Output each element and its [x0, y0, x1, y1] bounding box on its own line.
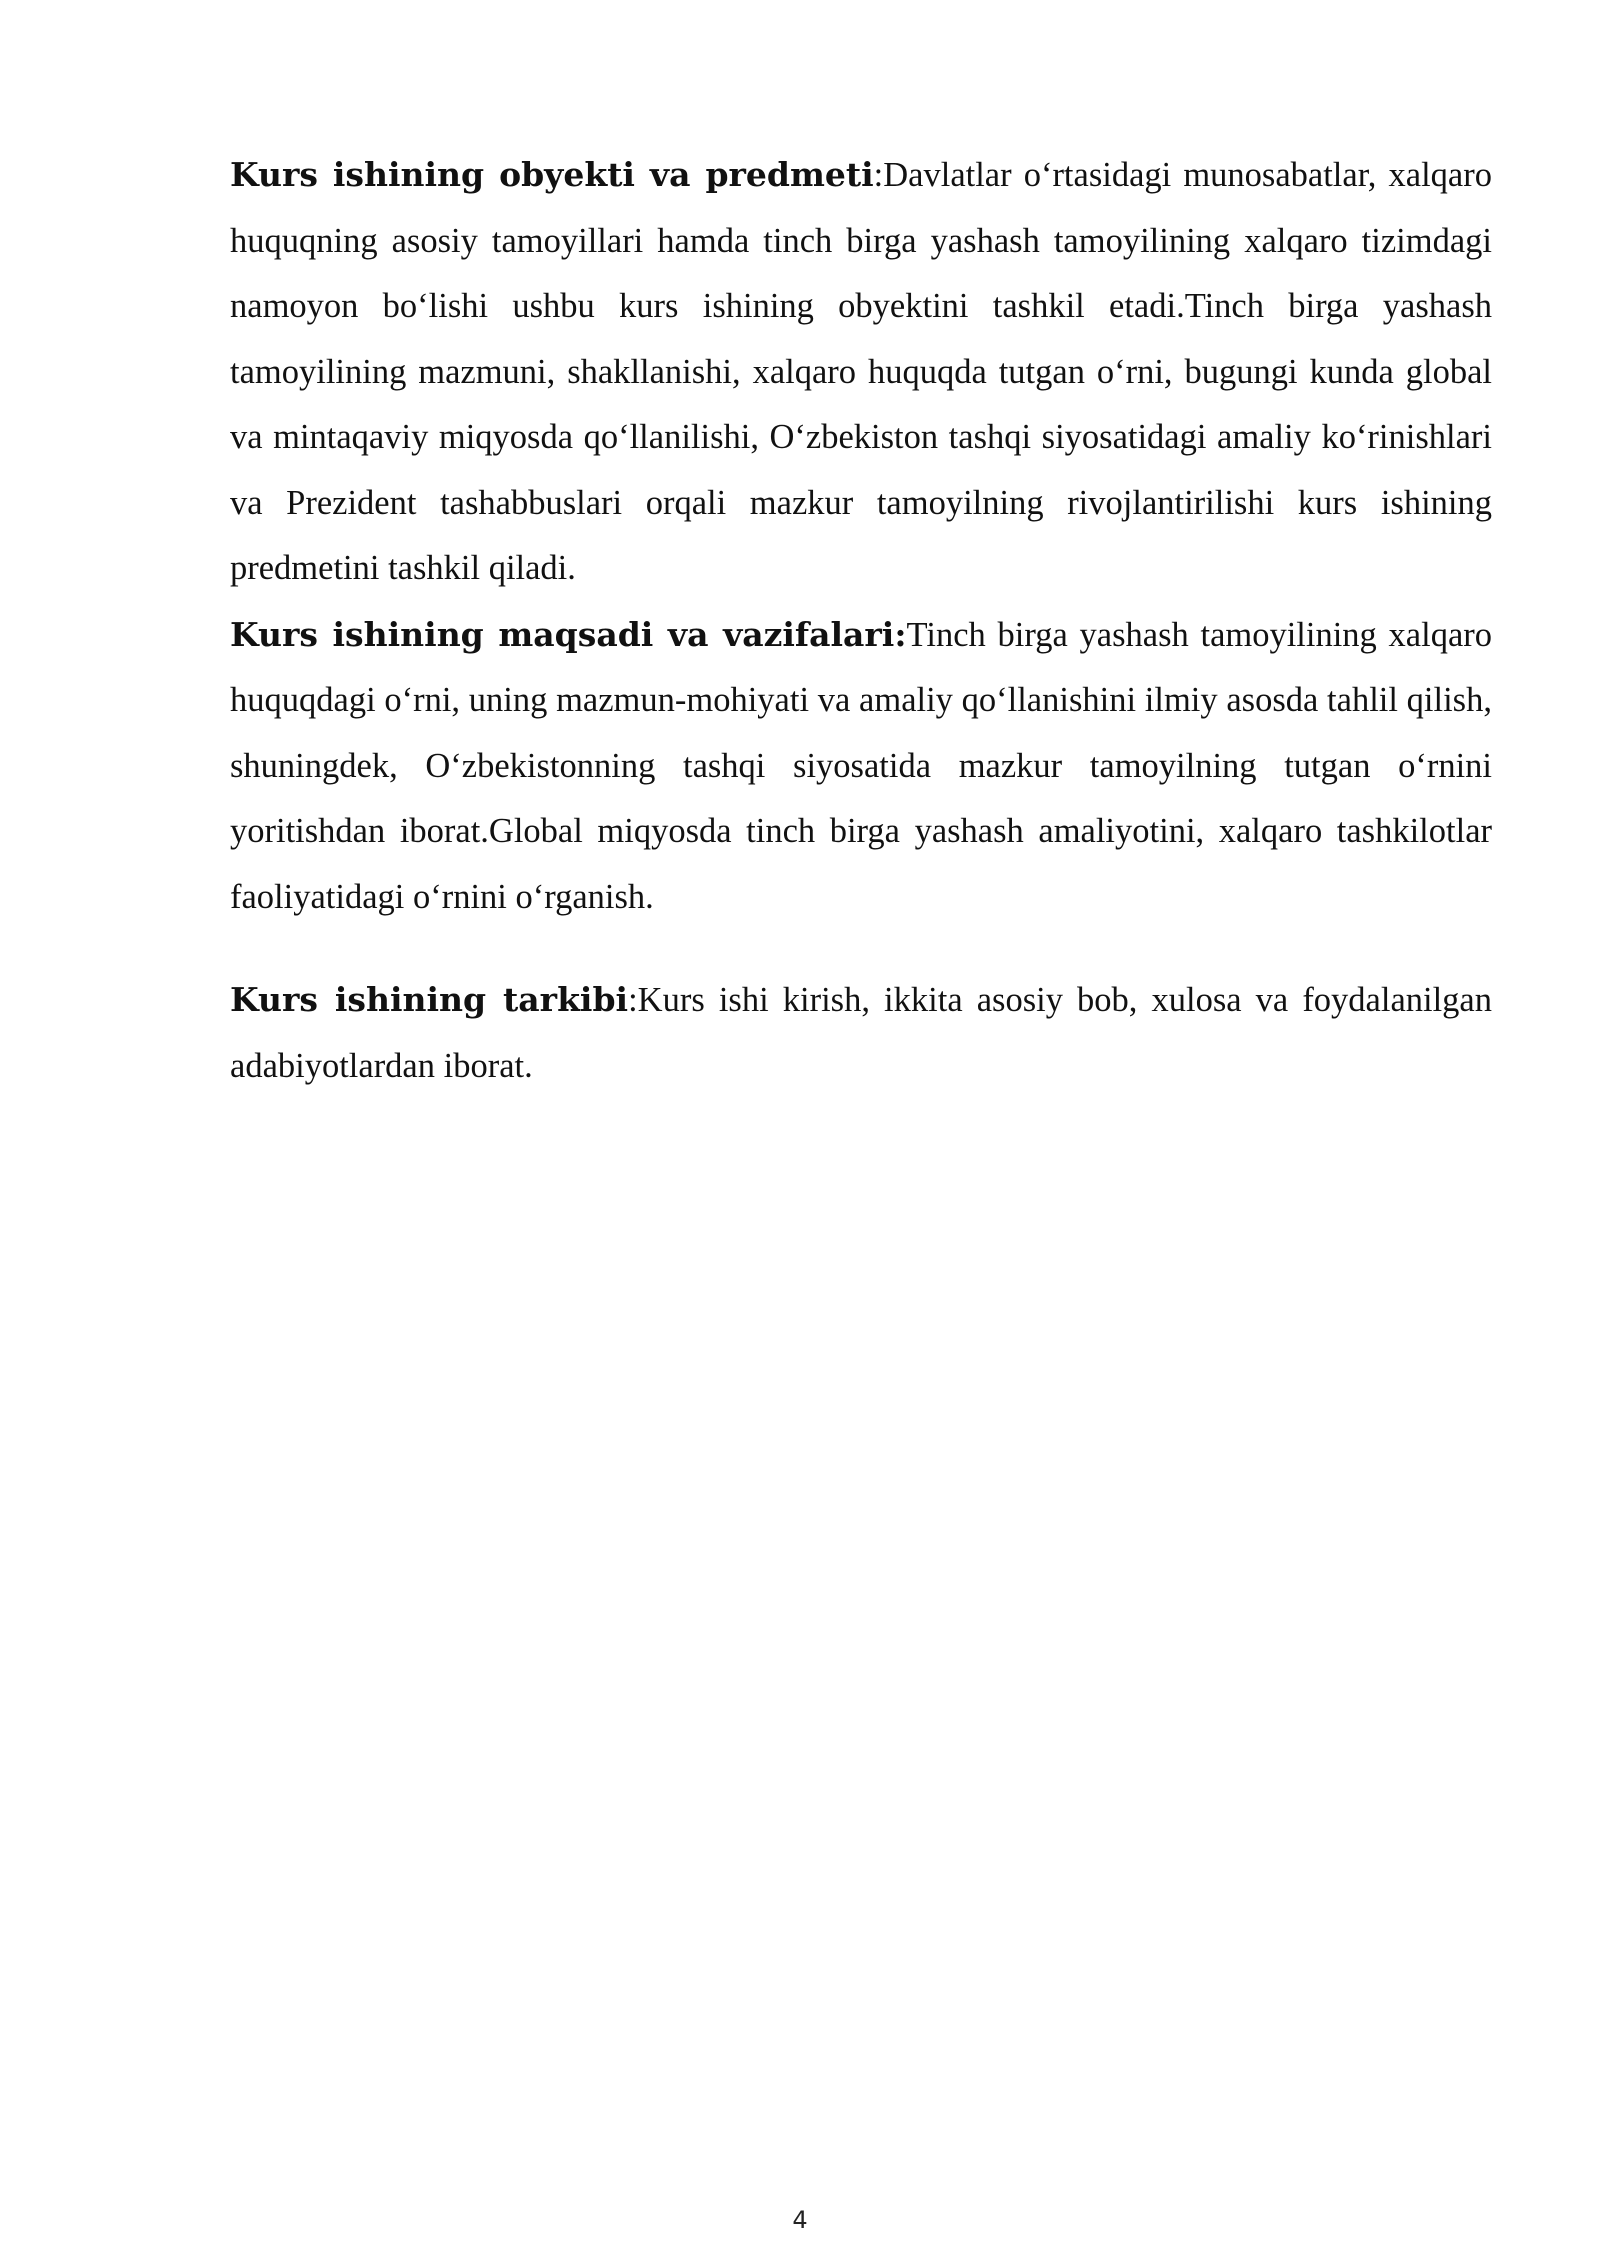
- heading-goal-tasks: Kurs ishining maqsadi va vazifalari:: [230, 614, 907, 654]
- heading-structure: Kurs ishining tarkibi: [230, 980, 629, 1019]
- paragraph-object-subject: [230, 142, 1492, 602]
- text-goal-tasks: Tinch birga yashash tamoyilining xalqaro huquqdagi o‘rni, uning mazmun-mohiyati va amaliy qo‘llanishini ilmiy asosda tahlil qilish, shuningdek, O‘zbekistonning tashqi siyosatida mazkur tamoyilning tutgan o‘rnini yoritishdan iborat.Global miqyosda tinch birga yashash amaliyotini, xalqaro tashkilotlar faoliyatidagi o‘rnini o‘rganish.: [230, 615, 1492, 916]
- heading-object-subject: Kurs ishining obyekti va predmeti: [230, 155, 874, 194]
- text-structure: :Kurs ishi kirish, ikkita asosiy bob, xulosa va foydalanilgan adabiyotlardan iborat.: [230, 981, 1492, 1085]
- page-number: 4: [792, 2206, 808, 2234]
- paragraph-goal-tasks: [230, 602, 1492, 931]
- document-body: [230, 142, 1492, 1099]
- text-object-subject: :Davlatlar o‘rtasidagi munosabatlar, xalqaro huquqning asosiy tamoyillari hamda tinch birga yashash tamoyilining xalqaro tizimdagi namoyon bo‘lishi ushbu kurs ishining obyektini tashkil etadi.Tinch birga yashash tamoyilining mazmuni, shakllanishi, xalqaro huquqda tutgan o‘rni, bugungi kunda global va mintaqaviy miqyosda qo‘llanilishi, O‘zbekiston tashqi siyosatidagi amaliy ko‘rinishlari va Prezident tashabbuslari orqali mazkur tamoyilning rivojlantirilishi kurs ishining predmetini tashkil qiladi.: [230, 156, 1492, 587]
- paragraph-structure: [230, 967, 1492, 1099]
